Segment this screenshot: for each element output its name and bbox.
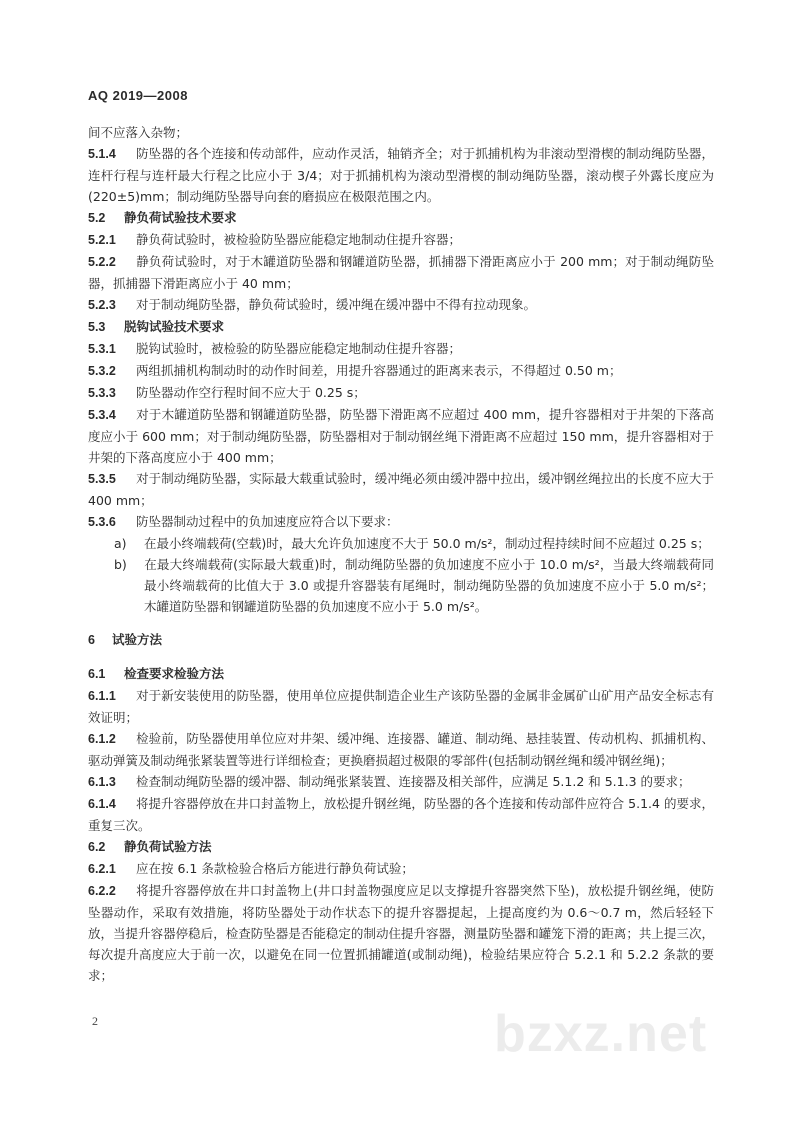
clause-text: 间不应落入杂物； bbox=[88, 125, 189, 140]
clause-paragraph bbox=[88, 858, 714, 880]
clause-heading bbox=[88, 207, 714, 229]
clause-text: 防坠器制动过程中的负加速度应符合以下要求： bbox=[136, 514, 399, 529]
clause-number: 5.1.4 bbox=[88, 147, 116, 161]
list-item-text: 在最小终端载荷(空载)时，最大允许负加速度不大于 50.0 m/s²，制动过程持续时间不应超过 0.25 s； bbox=[144, 536, 710, 551]
clause-number: 5.3.4 bbox=[88, 408, 116, 422]
clause-text: 对于新安装使用的防坠器，使用单位应提供制造企业生产该防坠器的金属非金属矿山矿用产品安全标志有效证明； bbox=[88, 688, 714, 725]
section-title: 试验方法 bbox=[112, 632, 163, 647]
clause-number: 5.2.3 bbox=[88, 298, 116, 312]
list-item-text: 在最大终端载荷(实际最大载重)时，制动绳防坠器的负加速度不应小于 10.0 m/s²，当最大终端载荷同最小终端载荷的比值大于 3.0 或提升容器装有尾绳时，制动绳防坠器的负加速度不应小于 5.0 m/s²；木罐道防坠器和钢罐道防坠器的负加速度不应小于 5.0 m/s²。 bbox=[144, 557, 714, 614]
document-body bbox=[88, 122, 714, 986]
clause-text: 应在按 6.1 条款检验合格后方能进行静负荷试验； bbox=[136, 861, 414, 876]
clause-text: 脱钩试验技术要求 bbox=[124, 319, 225, 334]
clause-number: 6.2.1 bbox=[88, 862, 116, 876]
list-item-label: b) bbox=[114, 557, 127, 572]
clause-text: 对于木罐道防坠器和钢罐道防坠器，防坠器下滑距离不应超过 400 mm，提升容器相对于井架的下落高度应小于 600 mm；对于制动绳防坠器，防坠器相对于制动钢丝绳下滑距离不应超过 150 mm，提升容器相对于井架的下落高度应小于 400 mm； bbox=[88, 407, 714, 465]
clause-text: 静负荷试验时，被检验防坠器应能稳定地制动住提升容器； bbox=[136, 232, 462, 247]
clause-text: 检查制动绳防坠器的缓冲器、制动绳张紧装置、连接器及相关部件，应满足 5.1.2 和 5.1.3 的要求； bbox=[136, 774, 691, 789]
clause-paragraph bbox=[88, 251, 714, 294]
clause-text: 对于制动绳防坠器，静负荷试验时，缓冲绳在缓冲器中不得有拉动现象。 bbox=[136, 297, 537, 312]
section-6-heading bbox=[88, 629, 714, 651]
clause-number: 5.3.5 bbox=[88, 472, 116, 486]
clause-number: 5.2 bbox=[88, 211, 106, 225]
clause-number: 5.3.1 bbox=[88, 342, 116, 356]
section-number: 6 bbox=[88, 633, 95, 647]
list-item-label: a) bbox=[114, 536, 127, 551]
clause-paragraph bbox=[88, 122, 714, 143]
list-item bbox=[88, 554, 714, 617]
clause-number: 5.3.3 bbox=[88, 386, 116, 400]
clause-text: 将提升容器停放在井口封盖物上(井口封盖物强度应足以支撑提升容器突然下坠)，放松提升钢丝绳，使防坠器动作，采取有效措施，将防坠器处于动作状态下的提升容器提起，上提高度约为 0.6～0.7 m，然后轻轻下放，当提升容器停稳后，检查防坠器是否能稳定的制动住提升容器，测量防坠器和罐笼下滑的距离；共上提三次，每次提升高度应大于前一次，以避免在同一位置抓捕罐道(或制动绳)，检验结果应符合 5.2.1 和 5.2.2 条款的要求； bbox=[88, 883, 714, 983]
clause-text: 脱钩试验时，被检验的防坠器应能稳定地制动住提升容器； bbox=[136, 341, 462, 356]
list-item bbox=[88, 533, 714, 554]
clause-number: 6.1.2 bbox=[88, 732, 116, 746]
clause-text: 静负荷试验方法 bbox=[124, 839, 212, 854]
clause-number: 6.1.4 bbox=[88, 797, 116, 811]
clause-number: 6.1.3 bbox=[88, 775, 116, 789]
clause-heading bbox=[88, 316, 714, 338]
clause-paragraph bbox=[88, 338, 714, 360]
clause-paragraph bbox=[88, 229, 714, 251]
clause-text: 静负荷试验时，对于木罐道防坠器和钢罐道防坠器，抓捕器下滑距离应小于 200 mm；对于制动绳防坠器，抓捕器下滑距离应小于 40 mm； bbox=[88, 254, 714, 291]
clause-paragraph bbox=[88, 685, 714, 728]
section-5-clauses bbox=[88, 122, 714, 533]
clause-number: 5.2.2 bbox=[88, 255, 116, 269]
clause-text: 防坠器动作空行程时间不应大于 0.25 s； bbox=[136, 385, 366, 400]
clause-number: 6.2.2 bbox=[88, 884, 116, 898]
clause-number: 5.3.6 bbox=[88, 515, 116, 529]
clause-paragraph bbox=[88, 294, 714, 316]
watermark: bzxz.net bbox=[494, 1005, 708, 1063]
clause-paragraph bbox=[88, 143, 714, 207]
clause-text: 检验前，防坠器使用单位应对井架、缓冲绳、连接器、罐道、制动绳、悬挂装置、传动机构、抓捕机构、驱动弹簧及制动绳张紧装置等进行详细检查；更换磨损超过极限的零部件(包括制动钢丝绳和缓冲钢丝绳)； bbox=[88, 731, 714, 768]
clause-text: 防坠器的各个连接和传动部件，应动作灵活，轴销齐全；对于抓捕机构为非滚动型滑楔的制动绳防坠器，连杆行程与连杆最大行程之比应小于 3/4；对于抓捕机构为滚动型滑楔的制动绳防坠器，滚动楔子外露长度应为(220±5)mm；制动绳防坠器导向套的磨损应在极限范围之内。 bbox=[88, 146, 714, 204]
clause-number: 5.2.1 bbox=[88, 233, 116, 247]
clause-text: 检查要求检验方法 bbox=[124, 666, 225, 681]
clause-text: 对于制动绳防坠器，实际最大载重试验时，缓冲绳必须由缓冲器中拉出，缓冲钢丝绳拉出的长度不应大于 400 mm； bbox=[88, 471, 714, 508]
clause-paragraph bbox=[88, 793, 714, 836]
acceleration-requirements-list bbox=[88, 533, 714, 617]
page-number: 2 bbox=[92, 1014, 98, 1028]
clause-number: 5.3.2 bbox=[88, 364, 116, 378]
clause-paragraph bbox=[88, 468, 714, 511]
clause-number: 5.3 bbox=[88, 320, 106, 334]
section-6-clauses bbox=[88, 663, 714, 986]
clause-text: 两组抓捕机构制动时的动作时间差，用提升容器通过的距离来表示，不得超过 0.50 m； bbox=[136, 363, 622, 378]
clause-number: 6.2 bbox=[88, 840, 106, 854]
clause-paragraph bbox=[88, 404, 714, 468]
clause-paragraph bbox=[88, 880, 714, 986]
clause-paragraph bbox=[88, 382, 714, 404]
clause-number: 6.1.1 bbox=[88, 689, 116, 703]
clause-text: 将提升容器停放在井口封盖物上，放松提升钢丝绳，防坠器的各个连接和传动部件应符合 5.1.4 的要求，重复三次。 bbox=[88, 796, 714, 833]
clause-paragraph bbox=[88, 728, 714, 771]
standard-code: AQ 2019—2008 bbox=[88, 88, 188, 103]
clause-text: 静负荷试验技术要求 bbox=[124, 210, 237, 225]
clause-heading bbox=[88, 836, 714, 858]
clause-paragraph bbox=[88, 771, 714, 793]
clause-heading bbox=[88, 663, 714, 685]
clause-number: 6.1 bbox=[88, 667, 106, 681]
clause-paragraph bbox=[88, 360, 714, 382]
clause-paragraph bbox=[88, 511, 714, 533]
